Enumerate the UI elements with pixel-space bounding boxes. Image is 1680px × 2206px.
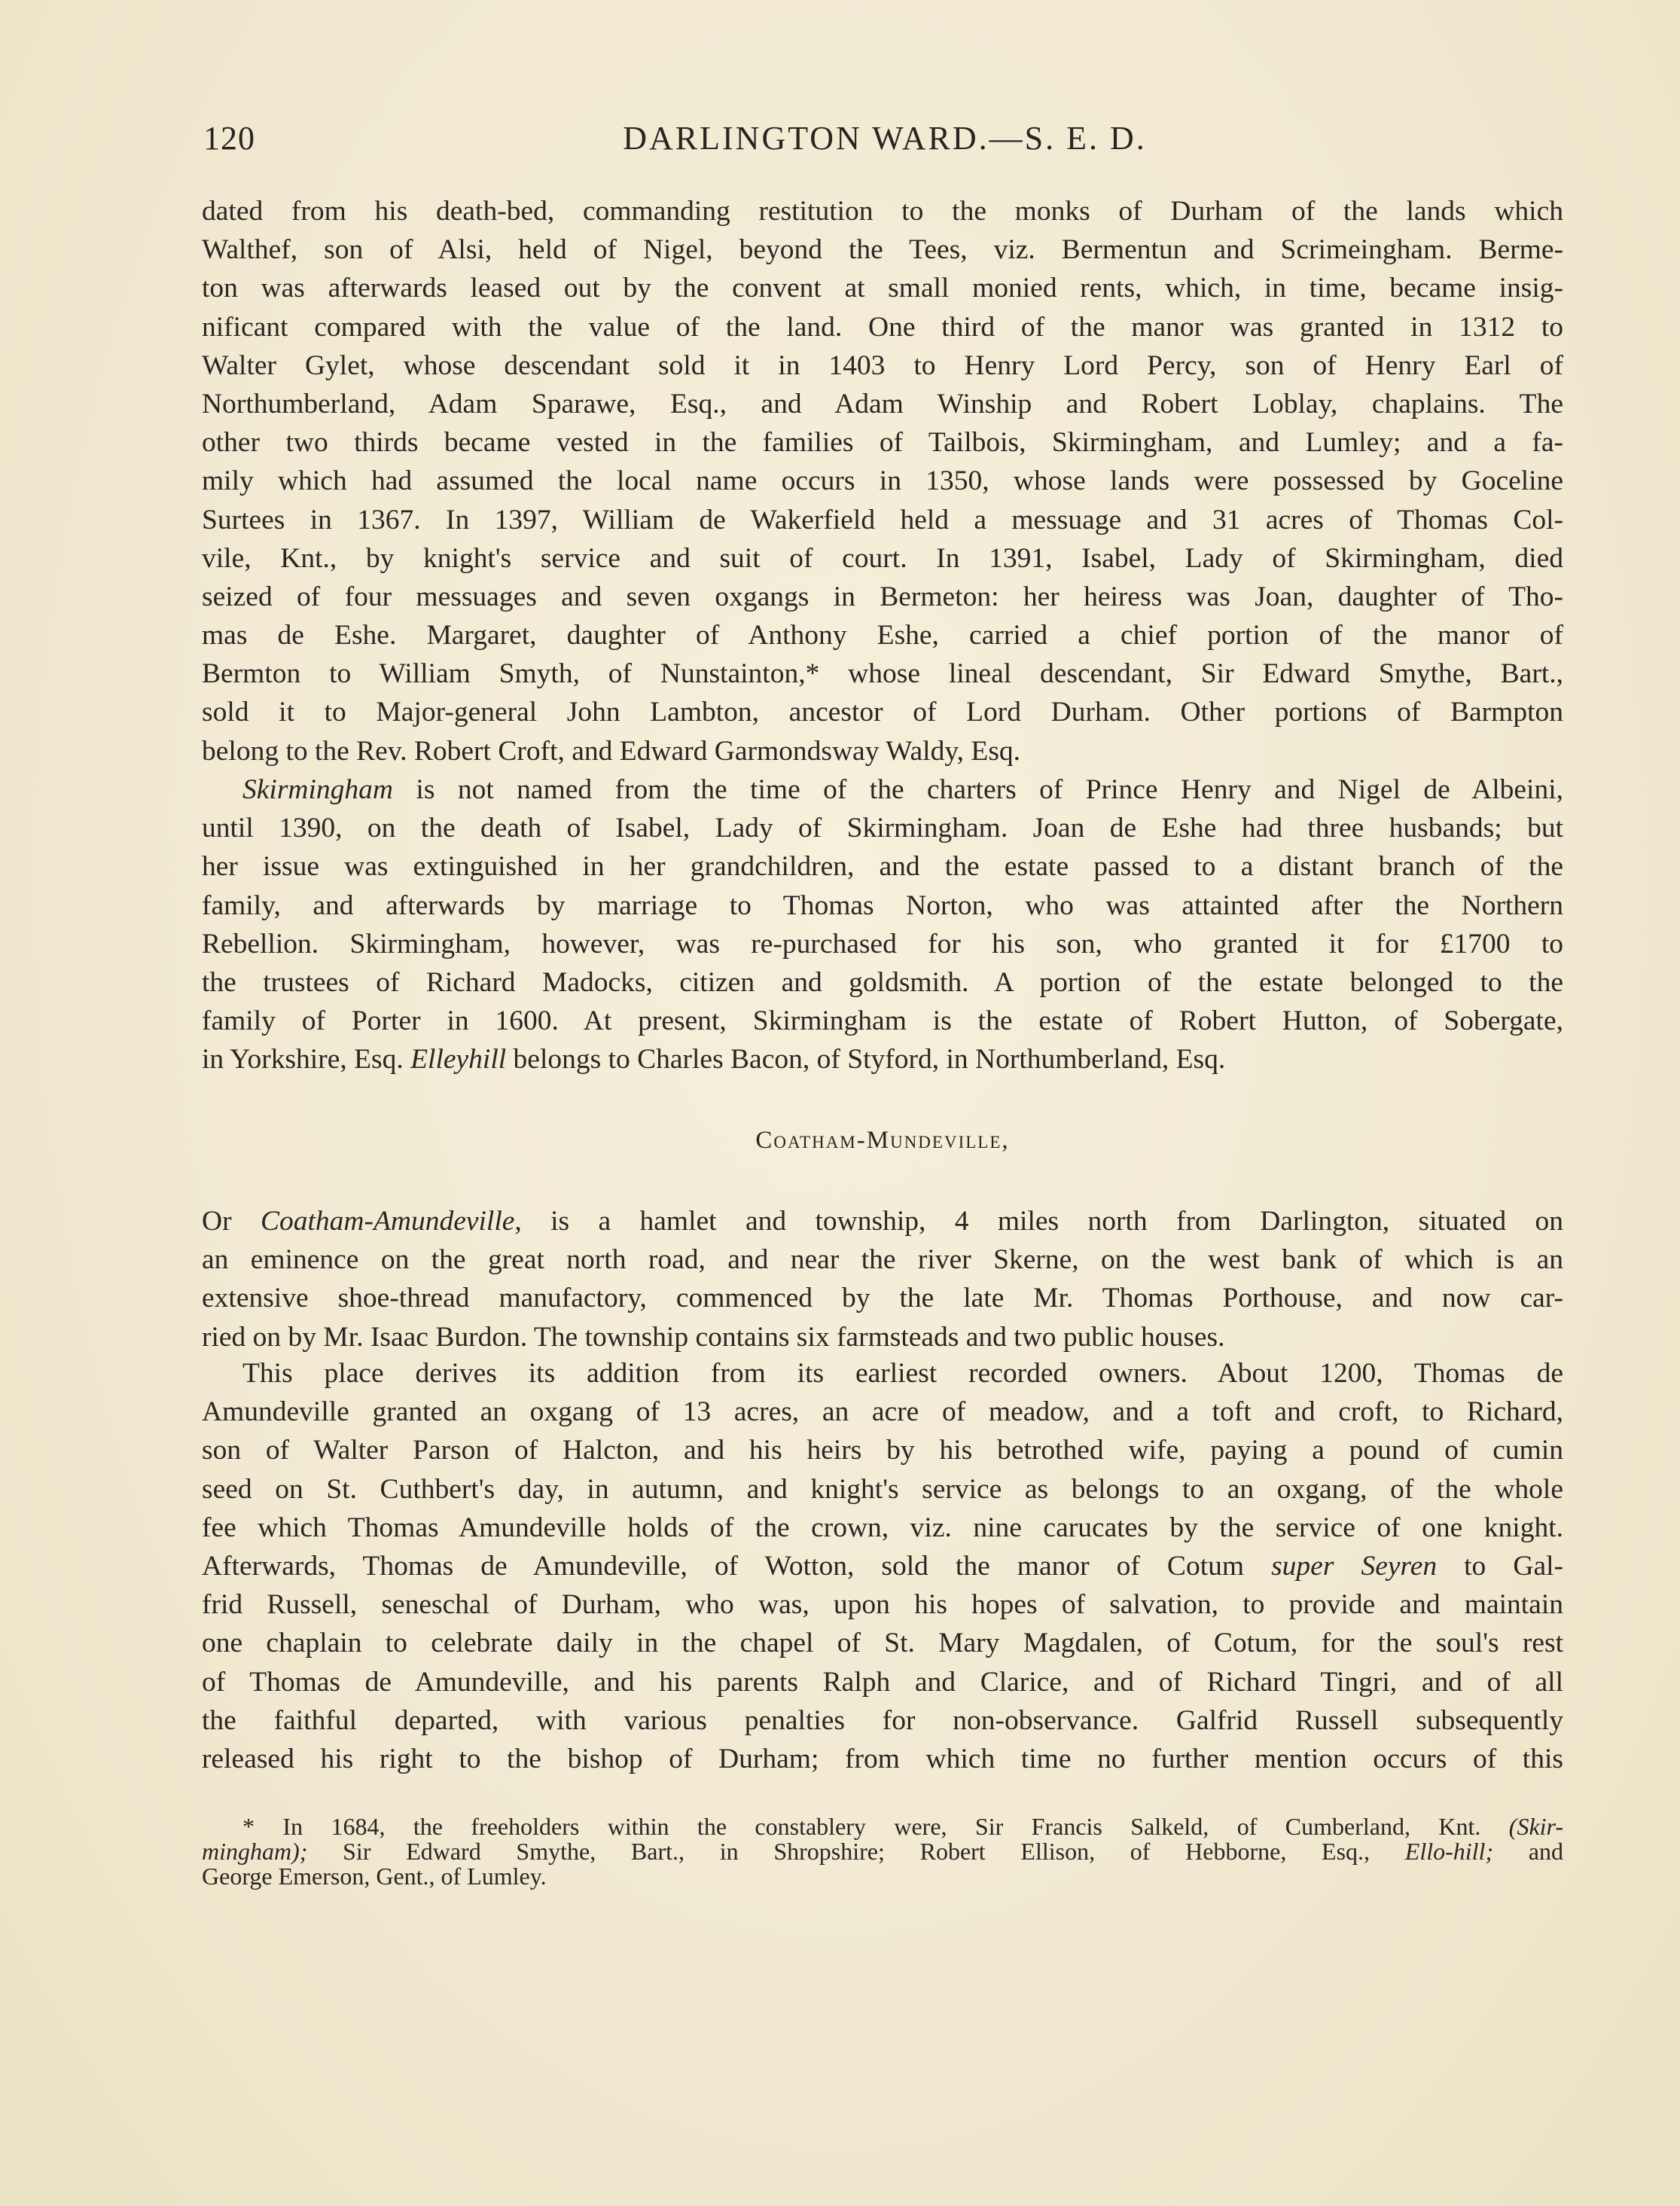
section-heading: Coatham-Mundeville, <box>755 1127 1010 1154</box>
text-line <box>202 1202 1563 1240</box>
paragraph-place-derives <box>202 1354 1563 1778</box>
text-run: in Yorkshire, Esq. <box>202 1044 411 1076</box>
text-run: Sir Edward Smythe, Bart., in Shropshire; Robert Ellison, of Hebborne, Esq., <box>307 1838 1405 1865</box>
footnote-line: George Emerson, Gent., of Lumley. <box>202 1863 547 1890</box>
text-line: Northumberland, Adam Sparawe, Esq., and Adam Winship and Robert Loblay, chaplains. The <box>202 388 1563 420</box>
text-run: belongs to Charles Bacon, of Styford, in Northumberland, Esq. <box>506 1044 1226 1076</box>
text-line: Bermton to William Smyth, of Nunstainton,* whose lineal descendant, Sir Edward Smythe, Bart., <box>202 658 1563 690</box>
text-run: and <box>1493 1838 1564 1865</box>
text-line: This place derives its addition from its earliest recorded owners. About 1200, Thomas de <box>242 1358 1563 1389</box>
text-line: Surtees in 1367. In 1397, William de Wakerfield held a messuage and 31 acres of Thomas Col- <box>202 504 1563 535</box>
text-line: mas de Eshe. Margaret, daughter of Anthony Eshe, carried a chief portion of the manor of <box>202 620 1563 651</box>
text-line: ton was afterwards leased out by the convent at small monied rents, which, in time, became insig- <box>202 273 1563 304</box>
text-line: seized of four messuages and seven oxgangs in Bermeton: her heiress was Joan, daughter of Tho- <box>202 581 1563 612</box>
text-line: the trustees of Richard Madocks, citizen and goldsmith. A portion of the estate belonged to the <box>202 966 1563 998</box>
footnote-line <box>202 1814 1563 1839</box>
text-line: family of Porter in 1600. At present, Skirmingham is the estate of Robert Hutton, of Sobergate, <box>202 1005 1563 1037</box>
text-line: mily which had assumed the local name occurs in 1350, whose lands were possessed by Goceline <box>202 465 1563 497</box>
text-line: Amundeville granted an oxgang of 13 acres, an acre of meadow, and a toft and croft, to Richard, <box>202 1396 1563 1428</box>
text-line: until 1390, on the death of Isabel, Lady of Skirmingham. Joan de Eshe had three husbands; but <box>202 813 1563 844</box>
page-header <box>203 119 1566 157</box>
italic-term: Elleyhill <box>410 1044 507 1076</box>
text-run: is not named from the time of the charters of Prince Henry and Nigel de Albeini, <box>393 774 1563 805</box>
text-line: released his right to the bishop of Durham; from which time no further mention occurs of this <box>202 1743 1563 1774</box>
text-line: frid Russell, seneschal of Durham, who was, upon his hopes of salvation, to provide and maintain <box>202 1589 1563 1621</box>
italic-term: Coatham-Amundeville, <box>260 1206 522 1237</box>
paragraph-coatham <box>202 1202 1563 1356</box>
text-line: belong to the Rev. Robert Croft, and Edward Garmondsway Waldy, Esq. <box>202 735 1021 767</box>
text-line: Walter Gylet, whose descendant sold it in 1403 to Henry Lord Percy, son of Henry Earl of <box>202 349 1563 381</box>
text-line: extensive shoe-thread manufactory, commenced by the late Mr. Thomas Porthouse, and now car- <box>202 1283 1563 1314</box>
text-line: dated from his death-bed, commanding restitution to the monks of Durham of the lands which <box>202 196 1563 227</box>
footnote <box>202 1814 1563 1889</box>
paragraph-skirmingham <box>202 770 1563 1079</box>
italic-term: mingham); <box>202 1838 308 1865</box>
text-run: * In 1684, the freeholders within the constablery were, Sir Francis Salkeld, of Cumberland, Knt. <box>242 1813 1509 1840</box>
text-line <box>202 770 1563 809</box>
text-line <box>202 1040 1563 1079</box>
text-run: is a hamlet and township, 4 miles north from Darlington, situated on <box>521 1206 1563 1237</box>
text-line: of Thomas de Amundeville, and his parents Ralph and Clarice, and of Richard Tingri, and of all <box>202 1666 1563 1698</box>
text-line: the faithful departed, with various penalties for non-observance. Galfrid Russell subsequently <box>202 1704 1563 1736</box>
text-line: other two thirds became vested in the families of Tailbois, Skirmingham, and Lumley; and a fa- <box>202 427 1563 459</box>
text-line: sold it to Major-general John Lambton, ancestor of Lord Durham. Other portions of Barmpton <box>202 697 1563 728</box>
text-line: vile, Knt., by knight's service and suit of court. In 1391, Isabel, Lady of Skirmingham, died <box>202 542 1563 574</box>
text-line: Walthef, son of Alsi, held of Nigel, beyond the Tees, viz. Bermentun and Scrimeingham. Berme- <box>202 234 1563 266</box>
text-line <box>202 1547 1563 1585</box>
footnote-line <box>202 1839 1563 1864</box>
italic-term: Skirmingham <box>242 774 393 805</box>
paragraph-bermeton <box>202 192 1563 770</box>
text-line: seed on St. Cuthbert's day, in autumn, and knight's service as belongs to an oxgang, of the whole <box>202 1473 1563 1505</box>
text-line: son of Walter Parson of Halcton, and his heirs by his betrothed wife, paying a pound of cumin <box>202 1435 1563 1466</box>
text-line: an eminence on the great north road, and near the river Skerne, on the west bank of which is an <box>202 1244 1563 1276</box>
text-line: her issue was extinguished in her grandchildren, and the estate passed to a distant branch of the <box>202 851 1563 883</box>
text-line: fee which Thomas Amundeville holds of the crown, viz. nine carucates by the service of one knight. <box>202 1512 1563 1543</box>
text-line: Rebellion. Skirmingham, however, was re-purchased for his son, who granted it for £1700 to <box>202 928 1563 960</box>
page-number: 120 <box>203 120 255 157</box>
italic-term: (Skir- <box>1508 1813 1563 1840</box>
text-line: one chaplain to celebrate daily in the chapel of St. Mary Magdalen, of Cotum, for the soul's rest <box>202 1628 1563 1659</box>
text-run: Or <box>202 1206 261 1237</box>
text-line: nificant compared with the value of the land. One third of the manor was granted in 1312 to <box>202 311 1563 343</box>
running-head: DARLINGTON WARD.—S. E. D. <box>623 120 1147 157</box>
text-line: ried on by Mr. Isaac Burdon. The township contains six farmsteads and two public houses. <box>202 1321 1225 1353</box>
italic-term: super Seyren <box>1271 1550 1438 1582</box>
text-run: Afterwards, Thomas de Amundeville, of Wotton, sold the manor of Cotum <box>202 1550 1272 1582</box>
italic-term: Ello-hill; <box>1404 1838 1494 1865</box>
text-line: family, and afterwards by marriage to Thomas Norton, who was attainted after the Northern <box>202 889 1563 921</box>
text-run: to Gal- <box>1437 1550 1563 1582</box>
